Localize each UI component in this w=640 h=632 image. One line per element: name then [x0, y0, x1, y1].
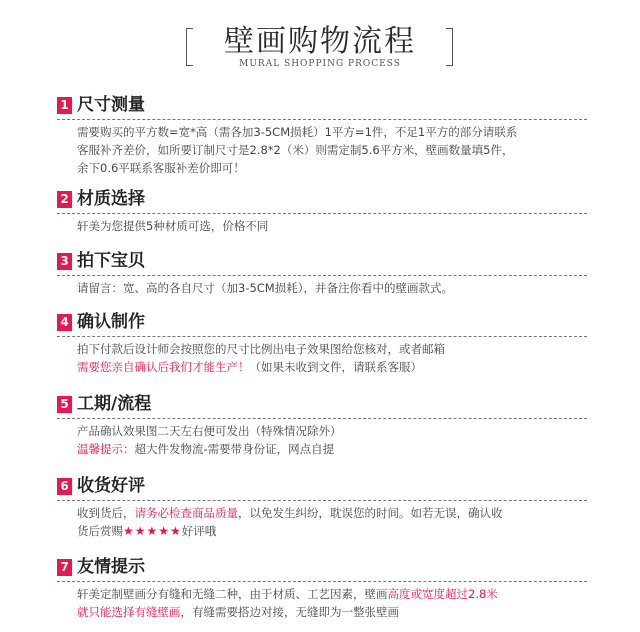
body-line: 产品确认效果图二天左右便可发出（特殊情况除外） — [77, 424, 342, 438]
body-line — [77, 585, 587, 603]
step-number-badge: 5 — [57, 396, 72, 413]
section-material-choice — [57, 188, 587, 235]
section-body — [57, 422, 587, 458]
section-header — [57, 94, 587, 118]
section-header — [57, 475, 587, 499]
dashed-divider — [57, 213, 587, 214]
highlight-text: 高度或宽度超过2.8米 — [387, 587, 498, 601]
section-body — [57, 585, 587, 621]
section-title: 友情提示 — [77, 557, 145, 577]
step-number-badge: 6 — [57, 478, 72, 495]
section-size-measurement — [57, 94, 587, 177]
highlight-text: 温馨提示： — [77, 442, 135, 456]
dashed-divider — [57, 336, 587, 337]
section-lead-time — [57, 393, 587, 458]
section-header — [57, 556, 587, 580]
body-line — [77, 440, 587, 458]
section-title: 尺寸测量 — [77, 95, 145, 115]
section-title: 工期/流程 — [77, 394, 152, 414]
body-text-span: 收到货后， — [77, 506, 135, 520]
body-text-span: （如果未收到文件，请联系客服） — [249, 360, 422, 374]
body-line — [77, 358, 587, 376]
section-title: 确认制作 — [77, 312, 145, 332]
body-text-span: ，以免发生纠纷，耽误您的时间。如若无误，确认收 — [238, 506, 503, 520]
section-place-order — [57, 250, 587, 297]
body-line: 余下0.6平联系客服补差价即可！ — [77, 161, 245, 175]
body-text-span: 好评哦 — [181, 524, 217, 538]
highlight-text: 需要您亲自确认后我们才能生产！ — [77, 360, 250, 374]
body-line — [77, 522, 587, 540]
body-line — [77, 603, 587, 621]
body-line: 请留言：宽、高的各自尺寸（加3-5CM损耗），并备注你看中的壁画款式。 — [77, 281, 453, 295]
step-number-badge: 1 — [57, 97, 72, 114]
dashed-divider — [57, 500, 587, 501]
body-line: 轩美为您提供5种材质可选，价格不同 — [77, 219, 269, 233]
section-body — [57, 123, 587, 177]
page-header — [0, 0, 640, 90]
body-line: 拍下付款后设计师会按照您的尺寸比例出电子效果图给您核对，或者邮箱 — [77, 342, 445, 356]
section-header — [57, 188, 587, 212]
body-text-span: 货后赏赐 — [77, 524, 123, 538]
body-line: 客服补齐差价，如所要订制尺寸是2.8*2（米）则需定制5.6平方米，壁画数量填5件， — [77, 143, 514, 157]
dashed-divider — [57, 275, 587, 276]
body-text-span: 轩美定制壁画分有缝和无缝二种，由于材质、工艺因素，壁画 — [77, 587, 388, 601]
dashed-divider — [57, 418, 587, 419]
body-text-span: 超大件发物流-需要带身份证，网点自提 — [134, 442, 335, 456]
section-title: 拍下宝贝 — [77, 251, 145, 271]
section-header — [57, 250, 587, 274]
section-header — [57, 393, 587, 417]
section-body — [57, 217, 587, 235]
section-body — [57, 340, 587, 376]
section-confirm-production — [57, 311, 587, 376]
page-subtitle: MURAL SHOPPING PROCESS — [239, 59, 401, 69]
section-header — [57, 311, 587, 335]
body-text-span: ，有缝需要搭边对接，无缝即为一整张壁画 — [180, 605, 399, 619]
body-line — [77, 504, 587, 522]
step-number-badge: 7 — [57, 559, 72, 576]
highlight-text: 就只能选择有缝壁画 — [77, 605, 181, 619]
dashed-divider — [57, 581, 587, 582]
page-title: 壁画购物流程 — [224, 24, 416, 59]
section-body — [57, 279, 587, 297]
step-number-badge: 4 — [57, 314, 72, 331]
dashed-divider — [57, 119, 587, 120]
highlight-text: 请务必检查商品质量 — [134, 506, 238, 520]
section-receive-review — [57, 475, 587, 540]
step-number-badge: 2 — [57, 191, 72, 208]
five-star-rating-icon: ★★★★★ — [123, 524, 182, 538]
step-number-badge: 3 — [57, 253, 72, 270]
body-line: 需要购买的平方数=宽*高（需各加3-5CM损耗）1平方=1件，不足1平方的部分请联系 — [77, 125, 518, 139]
section-title: 材质选择 — [77, 189, 145, 209]
section-body — [57, 504, 587, 540]
section-friendly-tips — [57, 556, 587, 621]
section-title: 收货好评 — [77, 476, 145, 496]
